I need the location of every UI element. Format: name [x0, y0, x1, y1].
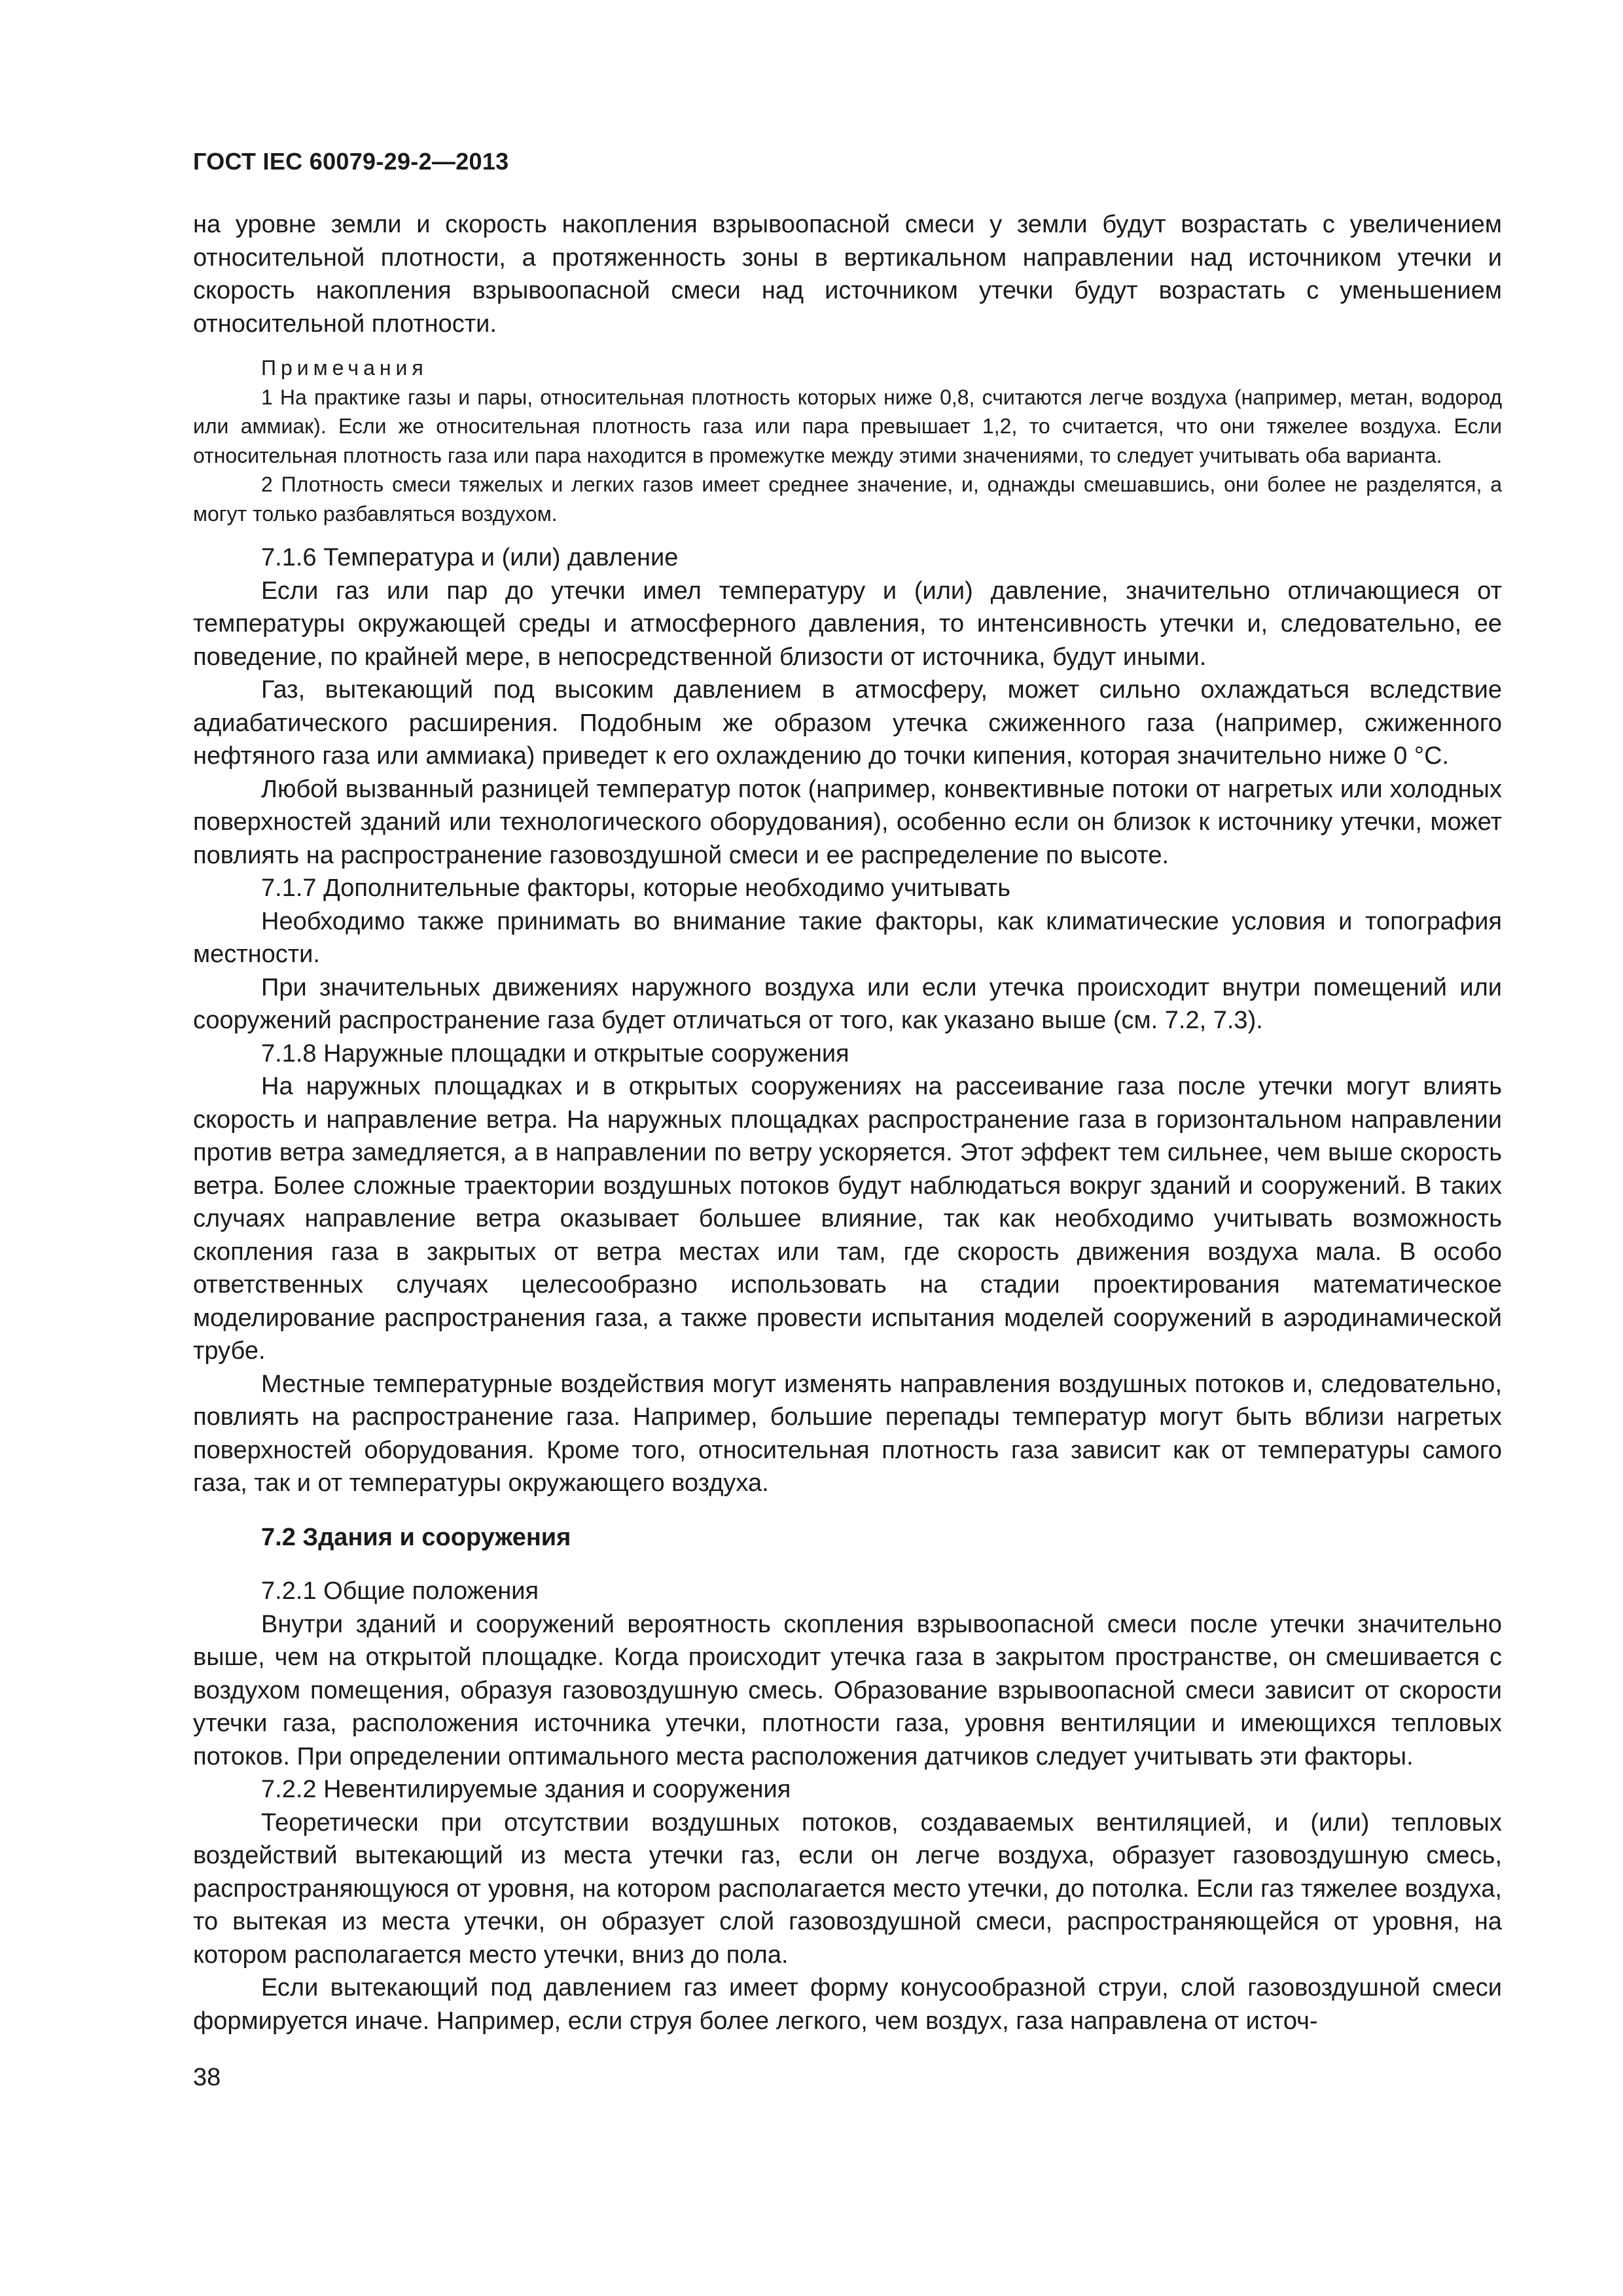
section-heading-7-2: 7.2 Здания и сооружения	[261, 1523, 571, 1551]
paragraph-7-1-8-a: На наружных площадках и в открытых сооружениях на рассеивание газа после утечки могут влиять скорость и направление ветра. На наружных площадках распространение газа в горизонтальном направлении против ветра замедляется, а в направлении по ветру ускоряется. Этот эффект тем сильнее, чем выше скорость ветра. Более сложные траектории воздушных потоков будут наблюдаться вокруг зданий и сооружений. В таких случаях направление ветра оказывает большее влияние, так как необходимо учитывать возможность скопления газа в закрытых от ветра местах или там, где скорость движения воздуха мала. В особо ответственных случаях целесообразно использовать на стадии проектирования математическое моделирование распространения газа, а также провести испытания моделей сооружений в аэродинамической трубе.	[193, 1073, 1502, 1365]
paragraph-7-1-7-b: При значительных движениях наружного воздуха или если утечка происходит внутри помещений или сооружений распространение газа будет отличаться от того, как указано выше (см. 7.2, 7.3).	[193, 973, 1502, 1034]
paragraph-7-1-6-b: Газ, вытекающий под высоким давлением в атмосферу, может сильно охлаждаться вследствие адиабатического расширения. Подобным же образом утечка сжиженного газа (например, сжиженного нефтяного газа или аммиака) приведет к его охлаждению до точки кипения, которая значительно ниже 0 °С.	[193, 676, 1502, 770]
paragraph-7-1-8-b: Местные температурные воздействия могут изменять направления воздушных потоков и, следовательно, повлиять на распространение газа. Например, большие перепады температур могут быть вблизи нагретых поверхностей оборудования. Кроме того, относительная плотность газа зависит как от температуры самого газа, так и от температуры окружающего воздуха.	[193, 1370, 1502, 1497]
notes-title: Примечания	[261, 356, 428, 380]
paragraph-7-1-7-a: Необходимо также принимать во внимание такие факторы, как климатические условия и топография местности.	[193, 907, 1502, 968]
section-heading-7-1-8: 7.1.8 Наружные площадки и открытые сооружения	[261, 1039, 849, 1067]
paragraph-7-1-6-c: Любой вызванный разницей температур поток (например, конвективные потоки от нагретых или холодных поверхностей зданий или технологического оборудования), особенно если он близок к источнику утечки, может повлиять на распространение газовоздушной смеси и ее распределение по высоте.	[193, 775, 1502, 869]
paragraph-7-2-2-a: Теоретически при отсутствии воздушных потоков, создаваемых вентиляцией, и (или) тепловых воздействий вытекающий из места утечки газ, если он легче воздуха, образует газовоздушную смесь, распространяющуюся от уровня, на котором располагается место утечки, до потолка. Если газ тяжелее воздуха, то вытекая из места утечки, он образует слой газовоздушной смеси, распространяющейся от уровня, на котором располагается место утечки, вниз до пола.	[193, 1808, 1502, 1969]
page-number: 38	[193, 2064, 221, 2091]
section-heading-7-1-6: 7.1.6 Температура и (или) давление	[261, 544, 679, 571]
paragraph-7-1-6-a: Если газ или пар до утечки имел температуру и (или) давление, значительно отличающиеся от температуры окружающей среды и атмосферного давления, то интенсивность утечки и, следовательно, ее поведение, по крайней мере, в непосредственной близости от источника, будут иными.	[193, 577, 1502, 671]
section-heading-7-1-7: 7.1.7 Дополнительные факторы, которые необходимо учитывать	[261, 874, 1011, 902]
page-content	[193, 208, 1502, 2037]
paragraph-7-2-2-b: Если вытекающий под давлением газ имеет форму конусообразной струи, слой газовоздушной смеси формируется иначе. Например, если струя более легкого, чем воздух, газа направлена от источ-	[193, 1974, 1502, 2035]
note-1: 1 На практике газы и пары, относительная плотность которых ниже 0,8, считаются легче воздуха (например, метан, водород или аммиак). Если же относительная плотность газа или пара превышает 1,2, то считается, что они тяжелее воздуха. Если относительная плотность газа или пара находится в промежутке между этими значениями, то следует учитывать оба варианта.	[193, 385, 1502, 467]
section-heading-7-2-2: 7.2.2 Невентилируемые здания и сооружения	[261, 1776, 791, 1803]
paragraph-7-2-1: Внутри зданий и сооружений вероятность скопления взрывоопасной смеси после утечки значительно выше, чем на открытой площадке. Когда происходит утечка газа в закрытом пространстве, он смешивается с воздухом помещения, образуя газовоздушную смесь. Образование взрывоопасной смеси зависит от скорости утечки газа, расположения источника утечки, плотности газа, уровня вентиляции и имеющихся тепловых потоков. При определении оптимального места расположения датчиков следует учитывать эти факторы.	[193, 1610, 1502, 1770]
section-heading-7-2-1: 7.2.1 Общие положения	[261, 1577, 539, 1605]
note-2: 2 Плотность смеси тяжелых и легких газов имеет среднее значение, и, однажды смешавшись, они более не разделятся, а могут только разбавляться воздухом.	[193, 473, 1502, 526]
document-header: ГОСТ IEC 60079-29-2—2013	[193, 148, 509, 175]
paragraph-continuation: на уровне земли и скорость накопления взрывоопасной смеси у земли будут возрастать с увеличением относительной плотности, а протяженность зоны в вертикальном направлении над источником утечки и скорость накопления взрывоопасной смеси над источником утечки будут возрастать с уменьшением относительной плотности.	[193, 211, 1502, 338]
